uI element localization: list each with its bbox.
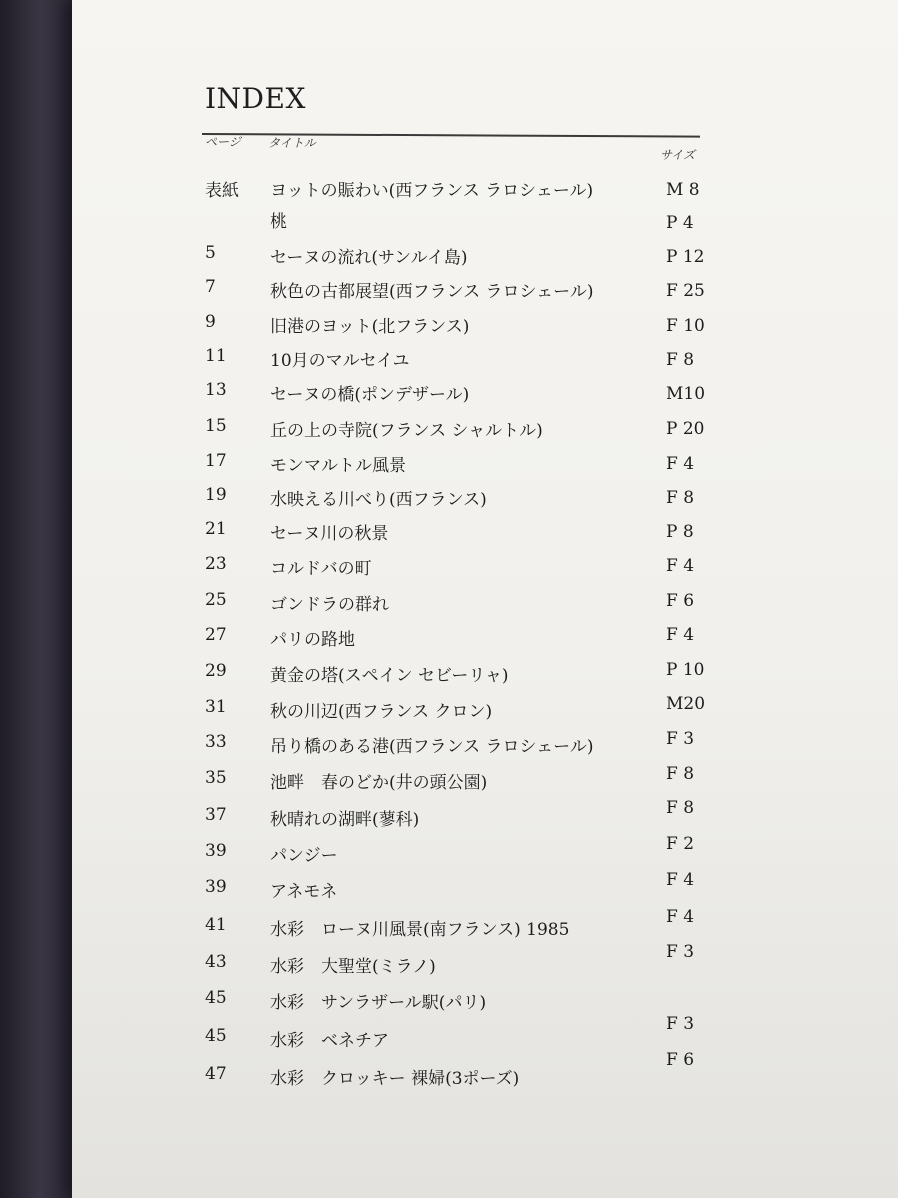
- index-row: [72, 834, 898, 871]
- index-row: [72, 798, 898, 835]
- row-page: 25: [205, 590, 227, 610]
- row-page: 31: [205, 697, 227, 717]
- row-title: 水彩 クロッキー 裸婦(3ポーズ): [270, 1069, 520, 1089]
- row-page: 45: [205, 1026, 227, 1046]
- row-size: F 8: [666, 488, 695, 508]
- row-title: 黄金の塔(スペイン セビーリャ): [270, 666, 509, 686]
- row-title: 水映える川べり(西フランス): [270, 490, 487, 510]
- row-page: 19: [205, 485, 227, 505]
- row-page: 17: [205, 451, 227, 471]
- index-row: [72, 554, 898, 584]
- row-page: 21: [205, 519, 227, 539]
- row-size: P 12: [666, 247, 705, 267]
- row-size: F 6: [666, 591, 695, 611]
- row-page: 39: [205, 877, 227, 897]
- row-page: 13: [205, 380, 227, 400]
- index-row: [72, 661, 898, 691]
- row-title: ヨットの賑わい(西フランス ラロシェール): [270, 181, 594, 201]
- column-header-page: ページ: [205, 135, 241, 149]
- row-title: 水彩 ローヌ川風景(南フランス) 1985: [270, 920, 570, 940]
- row-size: F 6: [666, 1050, 695, 1070]
- row-title: 水彩 大聖堂(ミラノ): [270, 957, 436, 977]
- row-size: F 8: [666, 798, 695, 818]
- row-title: 池畔 春のどか(井の頭公園): [270, 773, 488, 793]
- row-size: F 10: [666, 316, 705, 336]
- row-size: P 20: [666, 419, 705, 439]
- index-row: [72, 485, 898, 515]
- row-title: セーヌの橋(ポンデザール): [270, 385, 470, 405]
- row-title: セーヌ川の秋景: [270, 524, 389, 544]
- row-title: 水彩 サンラザール駅(パリ): [270, 993, 487, 1013]
- index-row: [72, 451, 898, 481]
- row-title: アネモネ: [270, 882, 338, 902]
- index-row: [72, 312, 898, 342]
- row-size: F 8: [666, 350, 695, 370]
- book-page: [72, 0, 898, 1198]
- row-page: 45: [205, 988, 227, 1008]
- index-row: [72, 694, 898, 727]
- index-row: [72, 1050, 898, 1094]
- row-title: 吊り橋のある港(西フランス ラロシェール): [270, 737, 594, 757]
- index-row: [72, 625, 898, 655]
- row-page: 23: [205, 554, 227, 574]
- row-size: F 4: [666, 556, 695, 576]
- row-page: 7: [205, 277, 216, 297]
- row-page: 9: [205, 312, 216, 332]
- index-row: [72, 346, 898, 376]
- row-title: 10月のマルセイユ: [270, 351, 410, 371]
- index-row: [72, 243, 898, 273]
- column-header-size: サイズ: [660, 148, 696, 162]
- row-size: P 10: [666, 660, 705, 680]
- row-size: M 8: [666, 180, 700, 200]
- row-size: F 2: [666, 834, 695, 854]
- row-page: 47: [205, 1064, 227, 1084]
- row-page: 33: [205, 732, 227, 752]
- row-title: 丘の上の寺院(フランス シャルトル): [270, 421, 543, 441]
- row-title: セーヌの流れ(サンルイ島): [270, 248, 468, 268]
- row-title: 秋晴れの湖畔(蓼科): [270, 810, 420, 830]
- row-title: パンジー: [270, 846, 338, 866]
- row-size: F 3: [666, 1014, 695, 1034]
- row-title: 桃: [270, 212, 287, 232]
- row-page: 35: [205, 768, 227, 788]
- row-title: 秋色の古都展望(西フランス ラロシェール): [270, 282, 594, 302]
- index-row: [72, 590, 898, 620]
- index-row: [72, 907, 898, 945]
- row-size: F 4: [666, 625, 695, 645]
- row-page: 表紙: [205, 181, 239, 201]
- column-header-title: タイトル: [268, 136, 316, 150]
- row-size: M10: [666, 384, 706, 404]
- row-title: パリの路地: [270, 630, 355, 650]
- index-row: [72, 207, 898, 237]
- index-row: [72, 988, 898, 1018]
- row-page: 11: [205, 346, 227, 366]
- row-title: 水彩 ベネチア: [270, 1031, 389, 1051]
- index-row: [72, 277, 898, 307]
- row-size: F 25: [666, 281, 705, 301]
- row-size: F 4: [666, 870, 695, 890]
- index-row: [72, 729, 898, 762]
- index-heading: INDEX: [205, 82, 306, 115]
- row-title: 秋の川辺(西フランス クロン): [270, 702, 493, 722]
- row-title: コルドバの町: [270, 559, 372, 579]
- row-size: F 3: [666, 729, 695, 749]
- row-page: 29: [205, 661, 227, 681]
- row-size: P 8: [666, 522, 694, 542]
- row-size: F 4: [666, 454, 695, 474]
- index-row: [72, 416, 898, 446]
- index-row: [72, 519, 898, 549]
- row-title: ゴンドラの群れ: [270, 595, 389, 615]
- index-row: [72, 870, 898, 907]
- index-row: [72, 764, 898, 798]
- row-title: 旧港のヨット(北フランス): [270, 317, 470, 337]
- row-size: P 4: [666, 213, 694, 233]
- row-page: 5: [205, 243, 216, 263]
- index-row: [72, 1014, 898, 1056]
- row-size: F 3: [666, 942, 695, 962]
- row-title: モンマルトル風景: [270, 456, 406, 476]
- row-page: 15: [205, 416, 227, 436]
- index-row: [72, 380, 898, 410]
- row-size: M20: [666, 694, 706, 714]
- row-page: 43: [205, 952, 227, 972]
- row-size: F 4: [666, 907, 695, 927]
- row-page: 39: [205, 841, 227, 861]
- index-row: [72, 176, 898, 206]
- row-page: 41: [205, 915, 227, 935]
- row-page: 37: [205, 805, 227, 825]
- row-page: 27: [205, 625, 227, 645]
- row-size: F 8: [666, 764, 695, 784]
- index-row: [72, 942, 898, 982]
